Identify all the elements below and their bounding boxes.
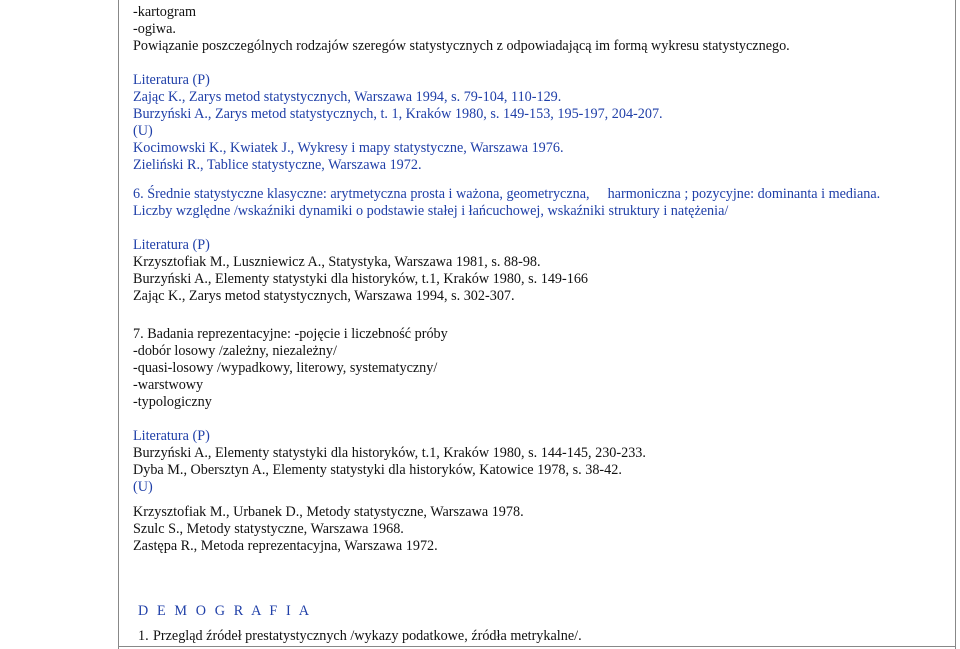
topic-description: Liczby względne /wskaźniki dynamiki o podstawie stałej i łańcuchowej, wskaźniki struktury i natężenia/: [133, 203, 729, 219]
page-bottom-edge: [118, 646, 956, 647]
supplementary-heading: (U): [133, 123, 153, 139]
reference-item: Krzysztofiak M., Urbanek D., Metody statystyczne, Warszawa 1978.: [133, 504, 524, 520]
section-heading: D E M O G R A F I A: [138, 603, 312, 619]
item-number: 1.: [138, 628, 149, 644]
list-item: -kartogram: [133, 4, 197, 20]
topic-title: 7. Badania reprezentacyjne: -pojęcie i liczebność próby: [133, 326, 448, 342]
list-item: -ogiwa.: [133, 21, 176, 37]
reference-item: Szulc S., Metody statystyczne, Warszawa 1968.: [133, 521, 404, 537]
list-item: -dobór losowy /zależny, niezależny/: [133, 343, 337, 359]
literature-heading: Literatura (P): [133, 237, 210, 253]
topic-title-part-1: 6. Średnie statystyczne klasyczne: arytmetyczna prosta i ważona, geometryczna,: [133, 186, 590, 202]
reference-item: Burzyński A., Elementy statystyki dla historyków, t.1, Kraków 1980, s. 149-166: [133, 271, 589, 287]
list-item: -typologiczny: [133, 394, 212, 410]
reference-item: Dyba M., Obersztyn A., Elementy statystyki dla historyków, Katowice 1978, s. 38-42.: [133, 462, 622, 478]
literature-heading: Literatura (P): [133, 72, 210, 88]
reference-item: Kocimowski K., Kwiatek J., Wykresy i mapy statystyczne, Warszawa 1976.: [133, 140, 564, 156]
topic-title: [133, 186, 880, 203]
item-text: Przegląd źródeł prestatystycznych /wykazy podatkowe, źródła metrykalne/.: [153, 628, 582, 644]
numbered-item: [138, 628, 582, 645]
reference-item: Zieliński R., Tablice statystyczne, Warszawa 1972.: [133, 157, 422, 173]
list-item: -quasi-losowy /wypadkowy, literowy, systematyczny/: [133, 360, 438, 376]
reference-item: Burzyński A., Elementy statystyki dla historyków, t.1, Kraków 1980, s. 144-145, 230-233.: [133, 445, 646, 461]
reference-item: Zając K., Zarys metod statystycznych, Warszawa 1994, s. 79-104, 110-129.: [133, 89, 562, 105]
reference-item: Zastępa R., Metoda reprezentacyjna, Warszawa 1972.: [133, 538, 438, 554]
reference-item: Krzysztofiak M., Luszniewicz A., Statystyka, Warszawa 1981, s. 88-98.: [133, 254, 541, 270]
list-item: -warstwowy: [133, 377, 204, 393]
reference-item: Zając K., Zarys metod statystycznych, Warszawa 1994, s. 302-307.: [133, 288, 515, 304]
supplementary-heading: (U): [133, 479, 153, 495]
literature-heading: Literatura (P): [133, 428, 210, 444]
topic-title-part-2: harmoniczna ; pozycyjne: dominanta i mediana.: [607, 186, 881, 202]
paragraph: Powiązanie poszczególnych rodzajów szeregów statystycznych z odpowiadającą im formą wykresu statystycznego.: [133, 38, 790, 54]
reference-item: Burzyński A., Zarys metod statystycznych, t. 1, Kraków 1980, s. 149-153, 195-197, 204-207.: [133, 106, 663, 122]
